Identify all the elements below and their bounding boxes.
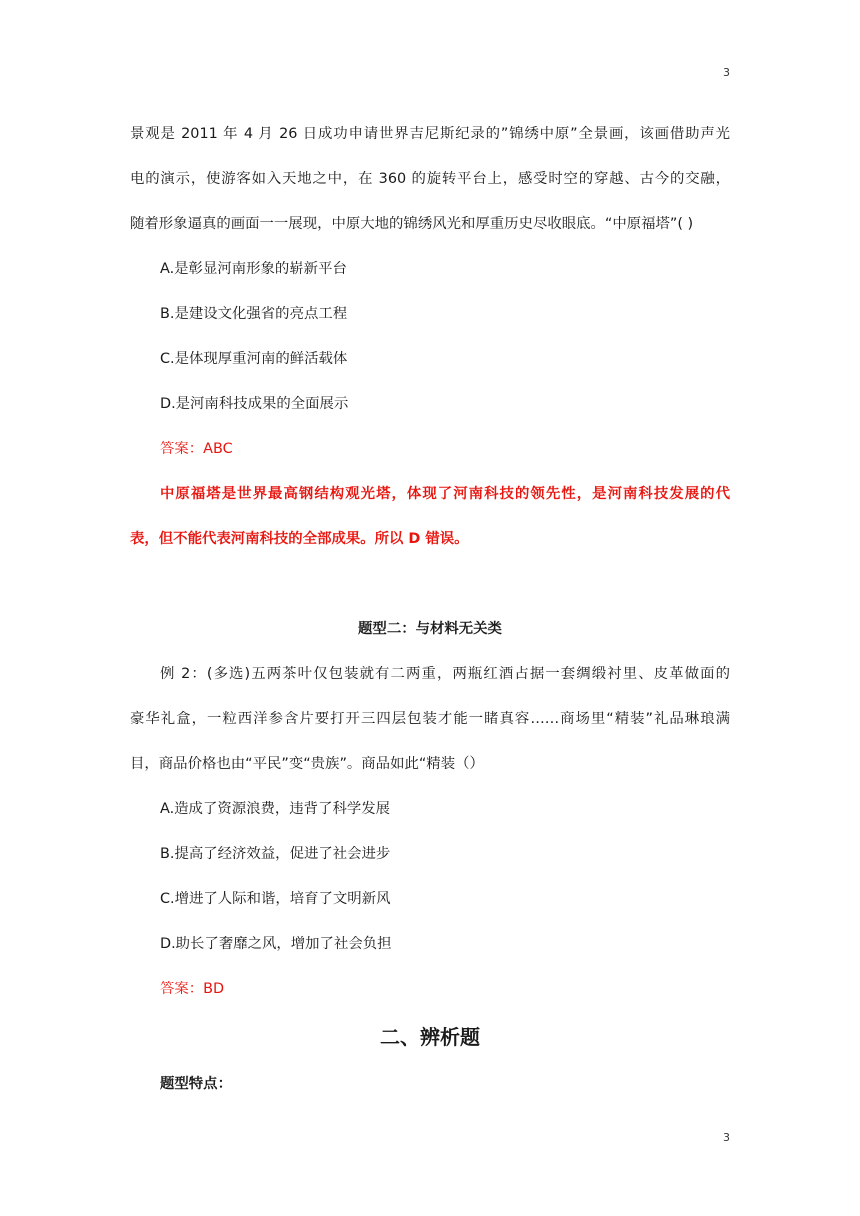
page-number-top: 3: [723, 66, 730, 79]
spacer: [130, 562, 730, 607]
section-title-type2: 题型二：与材料无关类: [358, 621, 502, 637]
q2-option-d: D.助长了奢靡之风，增加了社会负担: [160, 936, 392, 952]
q1-explanation-line: 中原福塔是世界最高钢结构观光塔，体现了河南科技的领先性，是河南科技发展的代: [160, 486, 730, 502]
q2-option-a: A.造成了资源浪费，违背了科学发展: [160, 801, 391, 817]
section-heading: 二、辨析题: [380, 1025, 480, 1049]
document-body: [130, 112, 730, 1107]
q2-stem-line: 豪华礼盒，一粒西洋参含片要打开三四层包装才能一睹真容……商场里“精装”礼品琳琅满: [130, 711, 730, 727]
q2-option-c: C.增进了人际和谐，培育了文明新风: [160, 891, 391, 907]
q1-option-c: C.是体现厚重河南的鲜活载体: [160, 351, 348, 367]
q1-explanation-line: 表，但不能代表河南科技的全部成果。所以 D 错误。: [130, 531, 469, 547]
q2-option-b: B.提高了经济效益，促进了社会进步: [160, 846, 391, 862]
q1-option-b: B.是建设文化强省的亮点工程: [160, 306, 348, 322]
q2-answer: 答案：BD: [160, 981, 225, 997]
q1-stem-line: 随着形象逼真的画面一一展现，中原大地的锦绣风光和厚重历史尽收眼底。“中原福塔”( ): [130, 216, 694, 232]
q1-option-d: D.是河南科技成果的全面展示: [160, 396, 349, 412]
q2-stem-line: 例 2：(多选)五两茶叶仅包装就有二两重，两瓶红酒占据一套绸缎衬里、皮革做面的: [160, 666, 730, 682]
page-number-bottom: 3: [723, 1131, 730, 1144]
q1-option-a: A.是彰显河南形象的崭新平台: [160, 261, 347, 277]
q2-stem-line: 目，商品价格也由“平民”变“贵族”。商品如此“精装（）: [130, 756, 484, 772]
q1-stem-line: 景观是 2011 年 4 月 26 日成功申请世界吉尼斯纪录的”锦绣中原”全景画，该画借助声光: [130, 126, 730, 142]
feature-label: 题型特点：: [160, 1076, 232, 1092]
q1-answer: 答案：ABC: [160, 441, 233, 457]
q1-stem-line: 电的演示，使游客如入天地之中，在 360 的旋转平台上，感受时空的穿越、古今的交融，: [130, 171, 730, 187]
